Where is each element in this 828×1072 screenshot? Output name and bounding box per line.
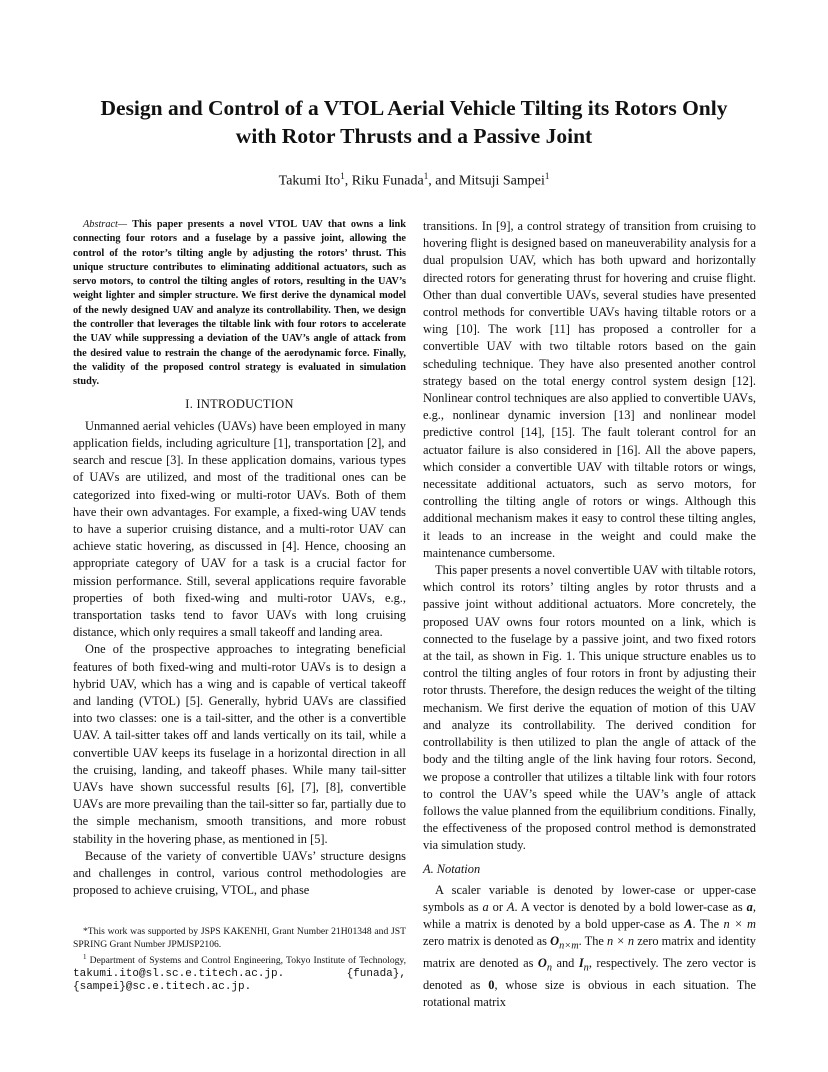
text-run: or — [488, 899, 507, 914]
math-subscript: n — [546, 962, 553, 974]
footnote-mark: 1 — [83, 953, 87, 962]
funding-footnote: *This work was supported by JSPS KAKENHI, Grant Number 21H01348 and JST SPRING Grant Number JPMJSP2106. — [73, 926, 406, 950]
author-ito: Takumi Ito — [278, 173, 341, 189]
paragraph: One of the prospective approaches to integrating beneficial features of both fixed-wing and multi-rotor UAVs is to design a hybrid UAV, which has a wing and is capable of vertical takeoff and landing (VTOL) [5]. Generally, hybrid UAVs are classified into two classes: one is a tail-sitter, and the other is a convertible UAV. A tail-sitter takes off and lands vertically on its tail, while a convertible UAV keeps its fuselage in a horizontal direction in all the cruising, landing, and takeoff phases. While many tail-sitter UAVs have shown successful results [6], [7], [8], convertible UAVs are more prevailing than the tail-sitter so far, partially due to the simple mechanism, smooth transitions, and more robust stability in the hovering phase, as mentioned in [5]. — [73, 642, 406, 846]
text-run: , respectively. The zero vector is denoted as — [423, 956, 757, 992]
math-symbol: O — [550, 934, 560, 949]
text-run: . The — [692, 917, 724, 932]
footnotes — [73, 926, 406, 993]
author-funada: , Riku Funada — [344, 173, 424, 189]
paper-title-line1: Design and Control of a VTOL Aerial Vehicle Tilting its Rotors Only — [100, 96, 728, 120]
math-symbol: a — [746, 899, 753, 914]
affiliation-mark: 1 — [544, 171, 550, 181]
affiliation-mark: 1 — [340, 171, 345, 181]
math-symbol: A — [684, 917, 693, 932]
paper-title — [60, 94, 768, 150]
math-symbol: O — [537, 956, 547, 970]
math-subscript: n×m — [559, 940, 579, 952]
abstract — [73, 218, 406, 390]
paragraph: This paper presents a novel convertible UAV with tiltable rotors, which control its rotors’ tilting angles by rotor thrusts and a passive joint without additional actuators. More concretely, the proposed UAV owns four rotors mounted on a link, which is connected to the fuselage by a passive joint, and two fixed rotors at the tail, as shown in Fig. 1. This unique structure enables us to control the tilting angles of four rotors in front by adjusting their rotor thrusts. Therefore, the design reduces the weight of the tilting mechanism. We first derive the equation of motion of this UAV and analyze its controllability. The derived condition for controllability is then utilized to plan the angle of attack of the body and the tilting angle of the link having four rotors. Second, we propose a controller that utilizes a tiltable link with four rotors to control the UAV’s speed while the UAV’s angle of attack follows the value planned from the equilibrium conditions. Finally, the effectiveness of the proposed control method is demonstrated via simulation study. — [423, 563, 756, 853]
math-subscript: n — [583, 962, 589, 974]
text-run: . The — [578, 934, 608, 949]
text-run: zero matrix and identity matrix are denoted as — [423, 934, 756, 970]
text-run: , whose size is obvious in each situation. The rotational matrix — [423, 977, 756, 1009]
paper-title-line2: with Rotor Thrusts and a Passive Joint — [235, 124, 593, 148]
text-run: . A vector is denoted by a bold lower-case as — [514, 899, 747, 914]
email-address: {funada},{sampei}@sc.e.titech.ac.jp. — [73, 967, 406, 993]
math-symbol: a — [482, 899, 489, 914]
author-sampei: , and Mitsuji Sampei — [428, 173, 545, 189]
email-address: takumi.ito@sl.sc.e.titech.ac.jp. — [73, 967, 285, 980]
notation-paragraph — [423, 882, 756, 1011]
abstract-text: This paper presents a novel VTOL UAV that owns a link connecting four rotors and a fuselage by a passive joint, allowing the control of the rotor’s tilting angle by adjusting the rotors’ thrust. This unique structure contributes to eliminating additional actuators, such as servo motors, to control the tilting angles of rotors, resulting in the UAV’s weight lighter and simpler structure. We first derive the dynamical model of the newly designed UAV and analyze its controllability. Then, we design the controller that leverages the tiltable link with four rotors to accelerate the UAV while suppressing a deviation of the UAV’s angle of attack from the desired value to restrain the change of the aerodynamic force. Finally, the validity of the proposed control strategy is evaluated in simulation study. — [73, 219, 406, 388]
text-run: , while a matrix is denoted by a bold upper-case as — [423, 899, 756, 932]
subsection-heading-notation: A. Notation — [423, 861, 481, 876]
abstract-label: Abstract— — [83, 219, 128, 230]
math-symbol: n × n — [607, 934, 635, 949]
right-column — [423, 218, 756, 1011]
affiliation-mark: 1 — [423, 171, 429, 181]
text-run: and — [552, 956, 579, 970]
math-symbol: n × m — [723, 917, 756, 932]
math-symbol: 0 — [488, 977, 495, 992]
text-run: A scaler variable is denoted by lower-case or upper-case symbols as — [423, 882, 756, 914]
math-symbol: A — [506, 899, 515, 914]
affiliation-footnote — [73, 951, 406, 993]
math-symbol: I — [578, 956, 584, 970]
left-column — [73, 218, 406, 899]
author-list — [60, 171, 768, 190]
affiliation-text: Department of Systems and Control Engineering, Tokyo Institute of Technology, — [86, 955, 406, 967]
section-heading-introduction: I. INTRODUCTION — [185, 396, 294, 411]
paragraph: transitions. In [9], a control strategy of transition from cruising to hovering flight is designed based on maneuverability analysis for a dual propulsion UAV, which has both upward and horizontally directed rotors for generating thrust for hovering and cruise flight. Other than dual convertible UAVs, several studies have presented control methods for convertible UAVs having tiltable rotors or a wing [10]. The work [11] has proposed a controller for a convertible UAV with two tiltable rotors based on the gain scheduling technique. They have also presented another control strategy based on the total energy control system design [12]. Nonlinear control techniques are also applied to convertible UAVs, e.g., nonlinear dynamic inversion [13] and nonlinear model predictive control [14], [15]. The fault tolerant control for an actuator failure is also considered in [16]. All the above papers, which consider a convertible UAV with tiltable rotors or wings, necessitate additional actuators, such as servo motors, for controlling the tilting angle of rotors or wings. Although this additional mechanism makes it easy to control these tilting angles, it leads to an increase in the weight and could make the maintenance cumbersome. — [423, 219, 756, 560]
paragraph: Unmanned aerial vehicles (UAVs) have been employed in many application fields, including agriculture [1], transportation [2], and search and rescue [3]. In these application domains, various types of UAVs are utilized, and most of the traditional ones can be categorized into fixed-wing or multi-rotor UAVs. Both of them have their own advantages. For example, a fixed-wing UAV tends to have a superior cruising distance, and a multi-rotor UAV can achieve static hovering, as discussed in [4]. Hence, choosing an appropriate category of UAV for a task is a crucial factor for mission performance. Still, several applications require favorable properties of both fixed-wing and multi-rotor UAVs, e.g., transportation tasks tend to favor UAVs with long cruising distance, which only requires a small takeoff and landing area. — [73, 418, 406, 640]
text-run: zero matrix is denoted as — [423, 934, 551, 949]
paragraph: Because of the variety of convertible UAVs’ structure designs and challenges in control, various control methodologies are proposed to achieve cruising, VTOL, and phase — [73, 848, 406, 898]
